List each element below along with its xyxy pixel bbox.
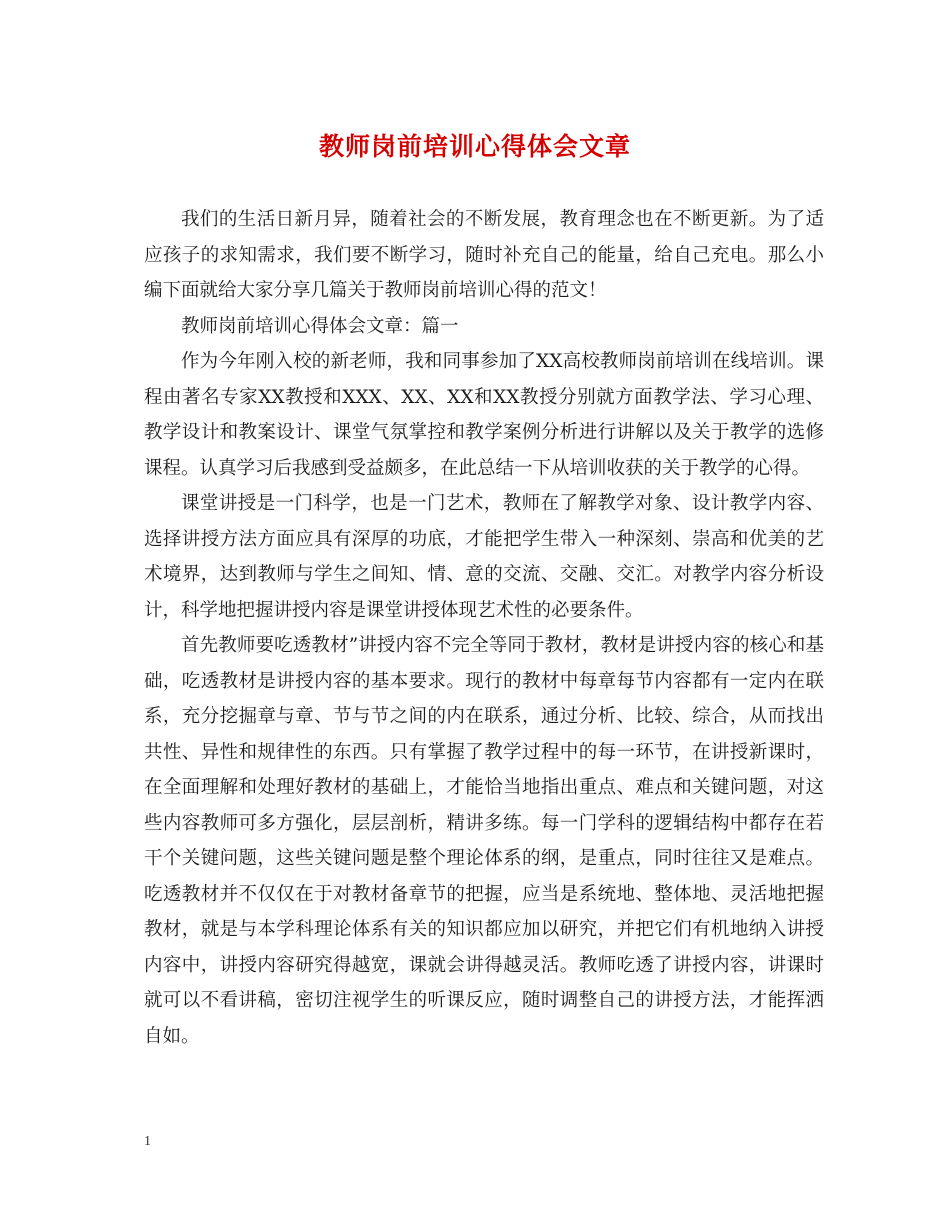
body-paragraph: 课堂讲授是一门科学，也是一门艺术，教师在了解教学对象、设计教学内容、选择讲授方法方面应具有深厚的功底，才能把学生带入一种深刻、崇高和优美的艺术境界，达到教师与学生之间知、情、意的交流、交融、交汇。对教学内容分析设计，科学地把握讲授内容是课堂讲授体现艺术性的必要条件。 bbox=[144, 493, 824, 621]
section-heading-paragraph: 教师岗前培训心得体会文章：篇一 bbox=[181, 315, 459, 337]
document-title: 教师岗前培训心得体会文章 bbox=[318, 132, 631, 161]
document-body bbox=[144, 202, 824, 1054]
body-paragraph: 首先教师要吃透教材”讲授内容不完全等同于教材，教材是讲授内容的核心和基础，吃透教材是讲授内容的基本要求。现行的教材中每章每节内容都有一定内在联系，充分挖掘章与章、节与节之间的内在联系，通过分析、比较、综合，从而找出共性、异性和规律性的东西。只有掌握了教学过程中的每一环节，在讲授新课时，在全面理解和处理好教材的基础上，才能恰当地指出重点、难点和关键问题，对这些内容教师可多方强化，层层剖析，精讲多练。每一门学科的逻辑结构中都存在若干个关键问题，这些关键问题是整个理论体系的纲，是重点，同时往往又是难点。吃透教材并不仅仅在于对教材备章节的把握，应当是系统地、整体地、灵活地把握教材，就是与本学科理论体系有关的知识都应加以研究，并把它们有机地纳入讲授内容中，讲授内容研究得越宽，课就会讲得越灵活。教师吃透了讲授内容，讲课时就可以不看讲稿，密切注视学生的听课反应，随时调整自己的讲授方法，才能挥洒自如。 bbox=[144, 635, 824, 1047]
page-number: 1 bbox=[144, 1134, 151, 1149]
intro-paragraph: 我们的生活日新月异，随着社会的不断发展，教育理念也在不断更新。为了适应孩子的求知需求，我们要不断学习，随时补充自己的能量，给自己充电。那么小编下面就给大家分享几篇关于教师岗前培训心得的范文！ bbox=[144, 209, 824, 301]
body-paragraph: 作为今年刚入校的新老师，我和同事参加了XX高校教师岗前培训在线培训。课程由著名专家XX教授和XXX、XX、XX和XX教授分别就方面教学法、学习心理、教学设计和教案设计、课堂气氛掌控和教学案例分析进行讲解以及关于教学的选修课程。认真学习后我感到受益颇多，在此总结一下从培训收获的关于教学的心得。 bbox=[144, 351, 824, 479]
